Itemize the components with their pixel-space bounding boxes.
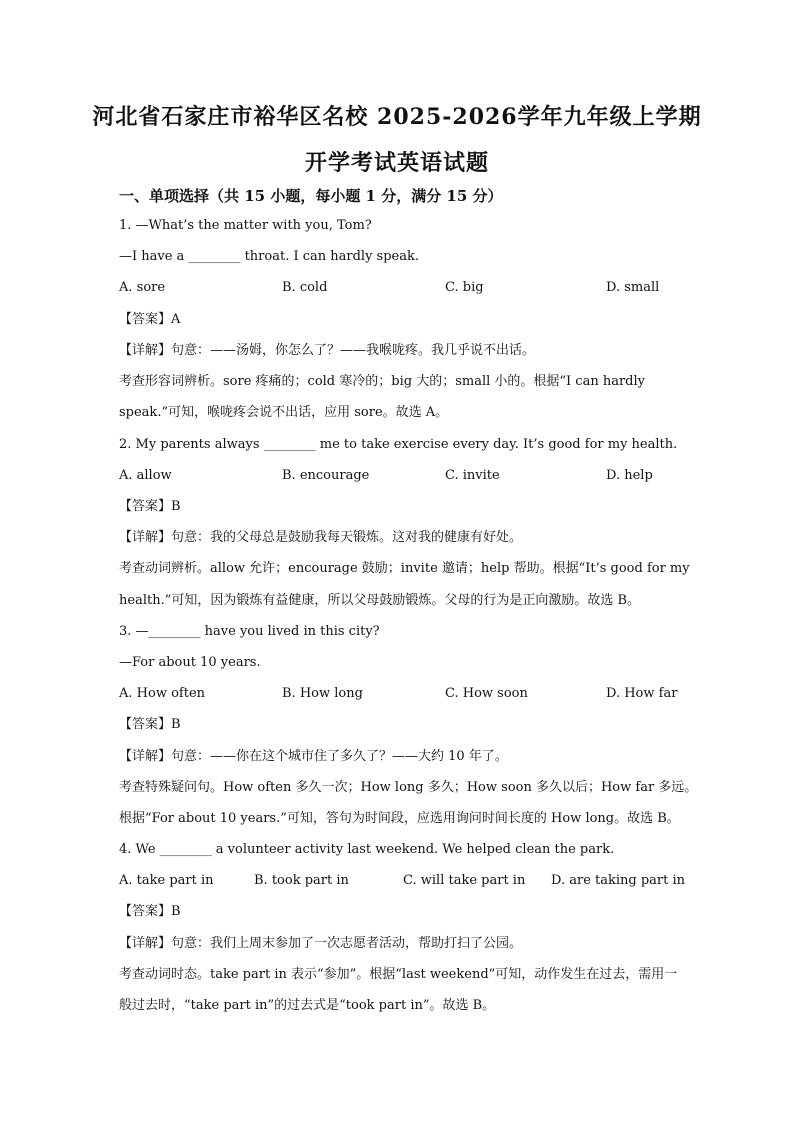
- question-1-detail-1: [119, 342, 535, 360]
- question-2-detail-1: [119, 529, 522, 547]
- option-c: C. will take part in: [403, 873, 526, 888]
- question-3-options: [119, 685, 679, 703]
- answer-value: B: [171, 717, 181, 732]
- option-a: A. take part in: [119, 873, 214, 888]
- option-b: B. took part in: [254, 873, 349, 888]
- answer-value: A: [171, 312, 181, 327]
- option-d: D. help: [606, 468, 653, 483]
- detail-tag: 【详解】: [119, 749, 172, 764]
- detail-text: 句意：——你在这个城市住了多久了？——大约 10 年了。: [171, 749, 508, 764]
- question-4-detail-3: 般过去时，“take part in”的过去式是“took part in”。故选 B。: [119, 998, 496, 1013]
- question-3-detail-3: 根据“For about 10 years.”可知，答句为时间段，应选用询问时间长度的 How long。故选 B。: [119, 811, 680, 826]
- option-d: D. small: [606, 280, 660, 295]
- question-4-options: [119, 872, 686, 890]
- section-heading: 一、单项选择（共 15 小题，每小题 1 分，满分 15 分）: [119, 187, 503, 205]
- question-2-answer: [119, 498, 181, 516]
- detail-text: 句意：——汤姆，你怎么了？——我喉咙疼。我几乎说不出话。: [171, 343, 536, 358]
- option-b: B. How long: [282, 686, 363, 701]
- detail-tag: 【详解】: [119, 343, 172, 358]
- detail-text: 句意：我们上周末参加了一次志愿者活动，帮助打扫了公园。: [171, 936, 523, 951]
- question-1-detail-2: 考查形容词辨析。sore 疼痛的；cold 寒冷的；big 大的；small 小的。根据“I can hardly: [119, 374, 645, 389]
- option-a: A. sore: [119, 280, 166, 295]
- detail-tag: 【详解】: [119, 936, 172, 951]
- question-1-options: [119, 279, 679, 297]
- question-2-detail-3: health.”可知，因为锻炼有益健康，所以父母鼓励锻炼。父母的行为是正向激励。故选 B。: [119, 593, 641, 608]
- question-2-stem-1: 2. My parents always ________ me to take exercise every day. It’s good for my health.: [119, 437, 678, 452]
- question-4-stem-1: 4. We ________ a volunteer activity last weekend. We helped clean the park.: [119, 842, 615, 857]
- question-3-answer: [119, 716, 181, 734]
- question-3-stem-1: 3. —________ have you lived in this city?: [119, 624, 380, 639]
- question-1-stem-2: —I have a ________ throat. I can hardly speak.: [119, 249, 419, 264]
- option-b: B. encourage: [282, 468, 370, 483]
- question-3-detail-2: 考查特殊疑问句。How often 多久一次；How long 多久；How soon 多久以后；How far 多远。: [119, 780, 698, 795]
- question-2-detail-2: 考查动词辨析。allow 允许；encourage 鼓励；invite 邀请；help 帮助。根据“It’s good for my: [119, 561, 690, 576]
- detail-tag: 【详解】: [119, 530, 172, 545]
- question-2-options: [119, 467, 679, 485]
- question-1-stem-1: 1. —What’s the matter with you, Tom?: [119, 218, 372, 233]
- option-c: C. big: [445, 280, 484, 295]
- question-1-answer: [119, 311, 180, 329]
- question-3-detail-1: [119, 748, 508, 766]
- question-4-detail-2: 考查动词时态。take part in 表示“参加”。根据“last weekend”可知，动作发生在过去，需用一: [119, 967, 678, 982]
- option-a: A. How often: [119, 686, 206, 701]
- question-1-detail-3: speak.”可知，喉咙疼会说不出话，应用 sore。故选 A。: [119, 405, 449, 420]
- answer-value: B: [171, 904, 181, 919]
- option-b: B. cold: [282, 280, 328, 295]
- page-title-line-2: 开学考试英语试题: [304, 150, 489, 176]
- detail-text: 句意：我的父母总是鼓励我每天锻炼。这对我的健康有好处。: [171, 530, 523, 545]
- question-3-stem-2: —For about 10 years.: [119, 655, 261, 670]
- option-a: A. allow: [119, 468, 172, 483]
- page-title-line-1: 河北省石家庄市裕华区名校 2025-2026学年九年级上学期: [92, 104, 702, 130]
- answer-value: B: [171, 499, 181, 514]
- option-c: C. invite: [445, 468, 500, 483]
- option-d: D. How far: [606, 686, 678, 701]
- answer-tag: 【答案】: [119, 904, 172, 919]
- question-4-detail-1: [119, 935, 522, 953]
- answer-tag: 【答案】: [119, 717, 172, 732]
- option-c: C. How soon: [445, 686, 528, 701]
- option-d: D. are taking part in: [551, 873, 686, 888]
- answer-tag: 【答案】: [119, 499, 172, 514]
- question-4-answer: [119, 903, 181, 921]
- answer-tag: 【答案】: [119, 312, 172, 327]
